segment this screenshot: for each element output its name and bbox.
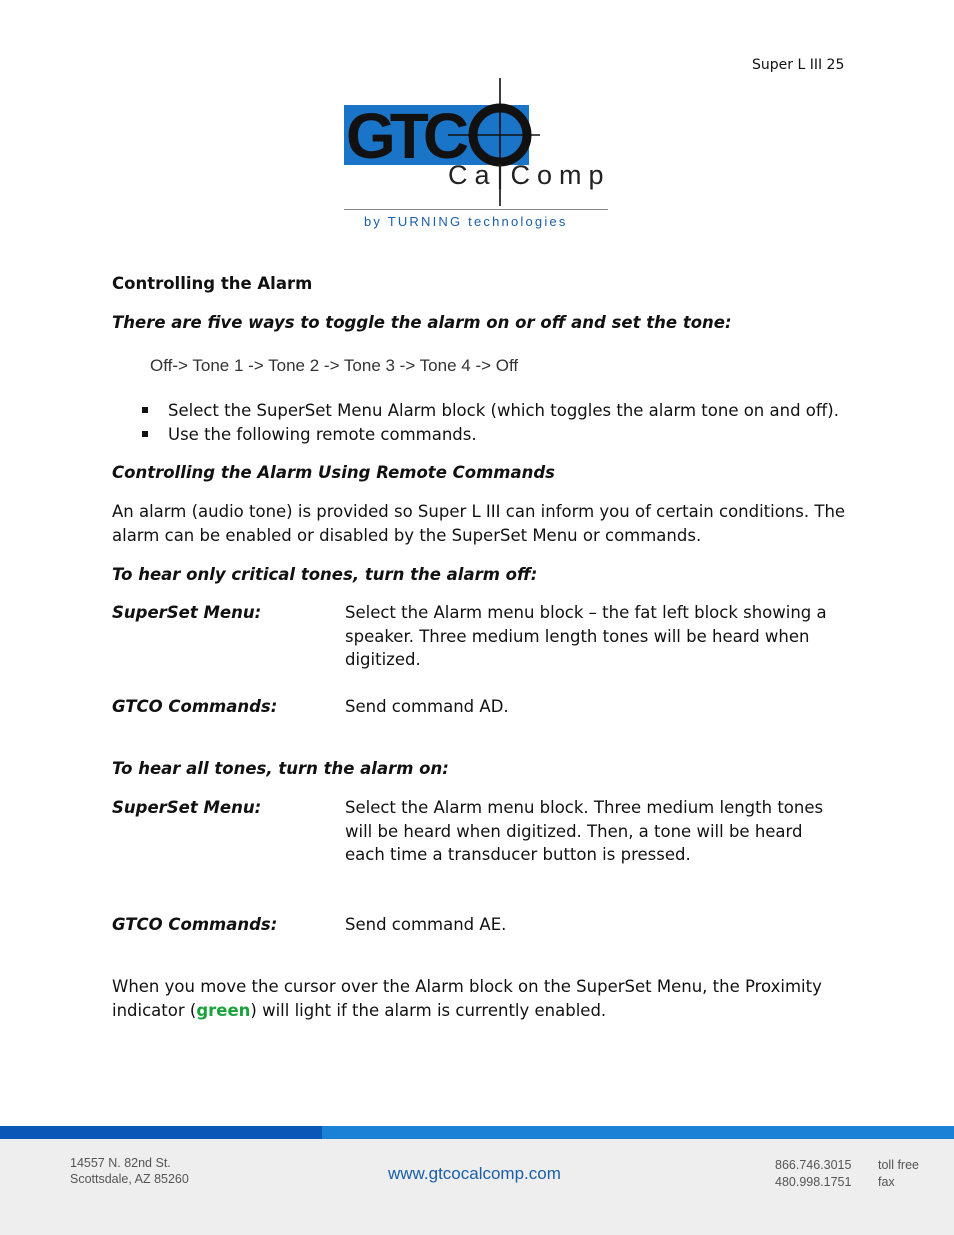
section-intro: There are five ways to toggle the alarm on or off and set the tone: — [112, 313, 732, 332]
fax-number: 480.998.1751 — [775, 1174, 852, 1189]
footer-stripe-dark — [0, 1126, 322, 1139]
superset-menu-label: SuperSet Menu: — [112, 798, 262, 817]
bullet-list — [140, 399, 860, 446]
closing-text-after: ) will light if the alarm is currently enabled. — [250, 1000, 607, 1020]
superset-menu-text: Select the Alarm menu block. Three medium length tones will be heard when digitized. Then, a tone will be heard each time a transducer button is pressed. — [345, 798, 824, 864]
footer-address — [70, 1156, 189, 1187]
alarm-on-heading: To hear all tones, turn the alarm on: — [112, 759, 449, 778]
phone-label: toll free — [878, 1158, 919, 1172]
logo-divider — [344, 209, 608, 210]
list-item: Use the following remote commands. — [140, 423, 860, 447]
gtco-commands-label: GTCO Commands: — [112, 915, 278, 934]
page-number: Super L III 25 — [752, 57, 845, 73]
phone-number: 866.746.3015 — [775, 1158, 852, 1172]
gtco-commands-text: Send command AD. — [345, 697, 509, 716]
footer-stripe-light — [322, 1126, 954, 1139]
address-line: 14557 N. 82nd St. — [70, 1156, 171, 1170]
alarm-off-heading: To hear only critical tones, turn the alarm off: — [112, 565, 538, 584]
superset-menu-text: Select the Alarm menu block – the fat left block showing a speaker. Three medium length tones will be heard when digitized. — [345, 603, 827, 669]
closing-paragraph — [112, 975, 847, 1022]
fax-label: fax — [878, 1174, 895, 1189]
address-line: Scottsdale, AZ 85260 — [70, 1171, 189, 1186]
section-subtitle: Controlling the Alarm Using Remote Commands — [112, 463, 555, 482]
gtco-commands-text: Send command AE. — [345, 915, 507, 934]
tone-sequence: Off-> Tone 1 -> Tone 2 -> Tone 3 -> Tone 4 -> Off — [150, 356, 519, 375]
list-item: Select the SuperSet Menu Alarm block (which toggles the alarm tone on and off). — [140, 399, 860, 423]
gtco-commands-label: GTCO Commands: — [112, 697, 278, 716]
logo-byline: by TURNING technologies — [364, 214, 568, 229]
superset-menu-label: SuperSet Menu: — [112, 603, 262, 622]
green-indicator-word: green — [196, 1000, 251, 1020]
section-description: An alarm (audio tone) is provided so Super L III can inform you of certain conditions. The alarm can be enabled or disabled by the SuperSet Menu or commands. — [112, 502, 846, 545]
closing-text-before: When you move the cursor over the Alarm block on the SuperSet Menu, the Proximity indicator ( — [112, 977, 822, 1020]
svg-text:GTC: GTC — [346, 100, 464, 172]
footer-phone-labels — [878, 1157, 919, 1190]
section-title: Controlling the Alarm — [112, 274, 313, 293]
footer-website-link[interactable]: www.gtcocalcomp.com — [388, 1164, 561, 1183]
calcomp-wordmark: Ca|Comp — [448, 160, 611, 190]
gtco-calcomp-logo — [344, 78, 610, 233]
footer-phones — [775, 1157, 851, 1190]
